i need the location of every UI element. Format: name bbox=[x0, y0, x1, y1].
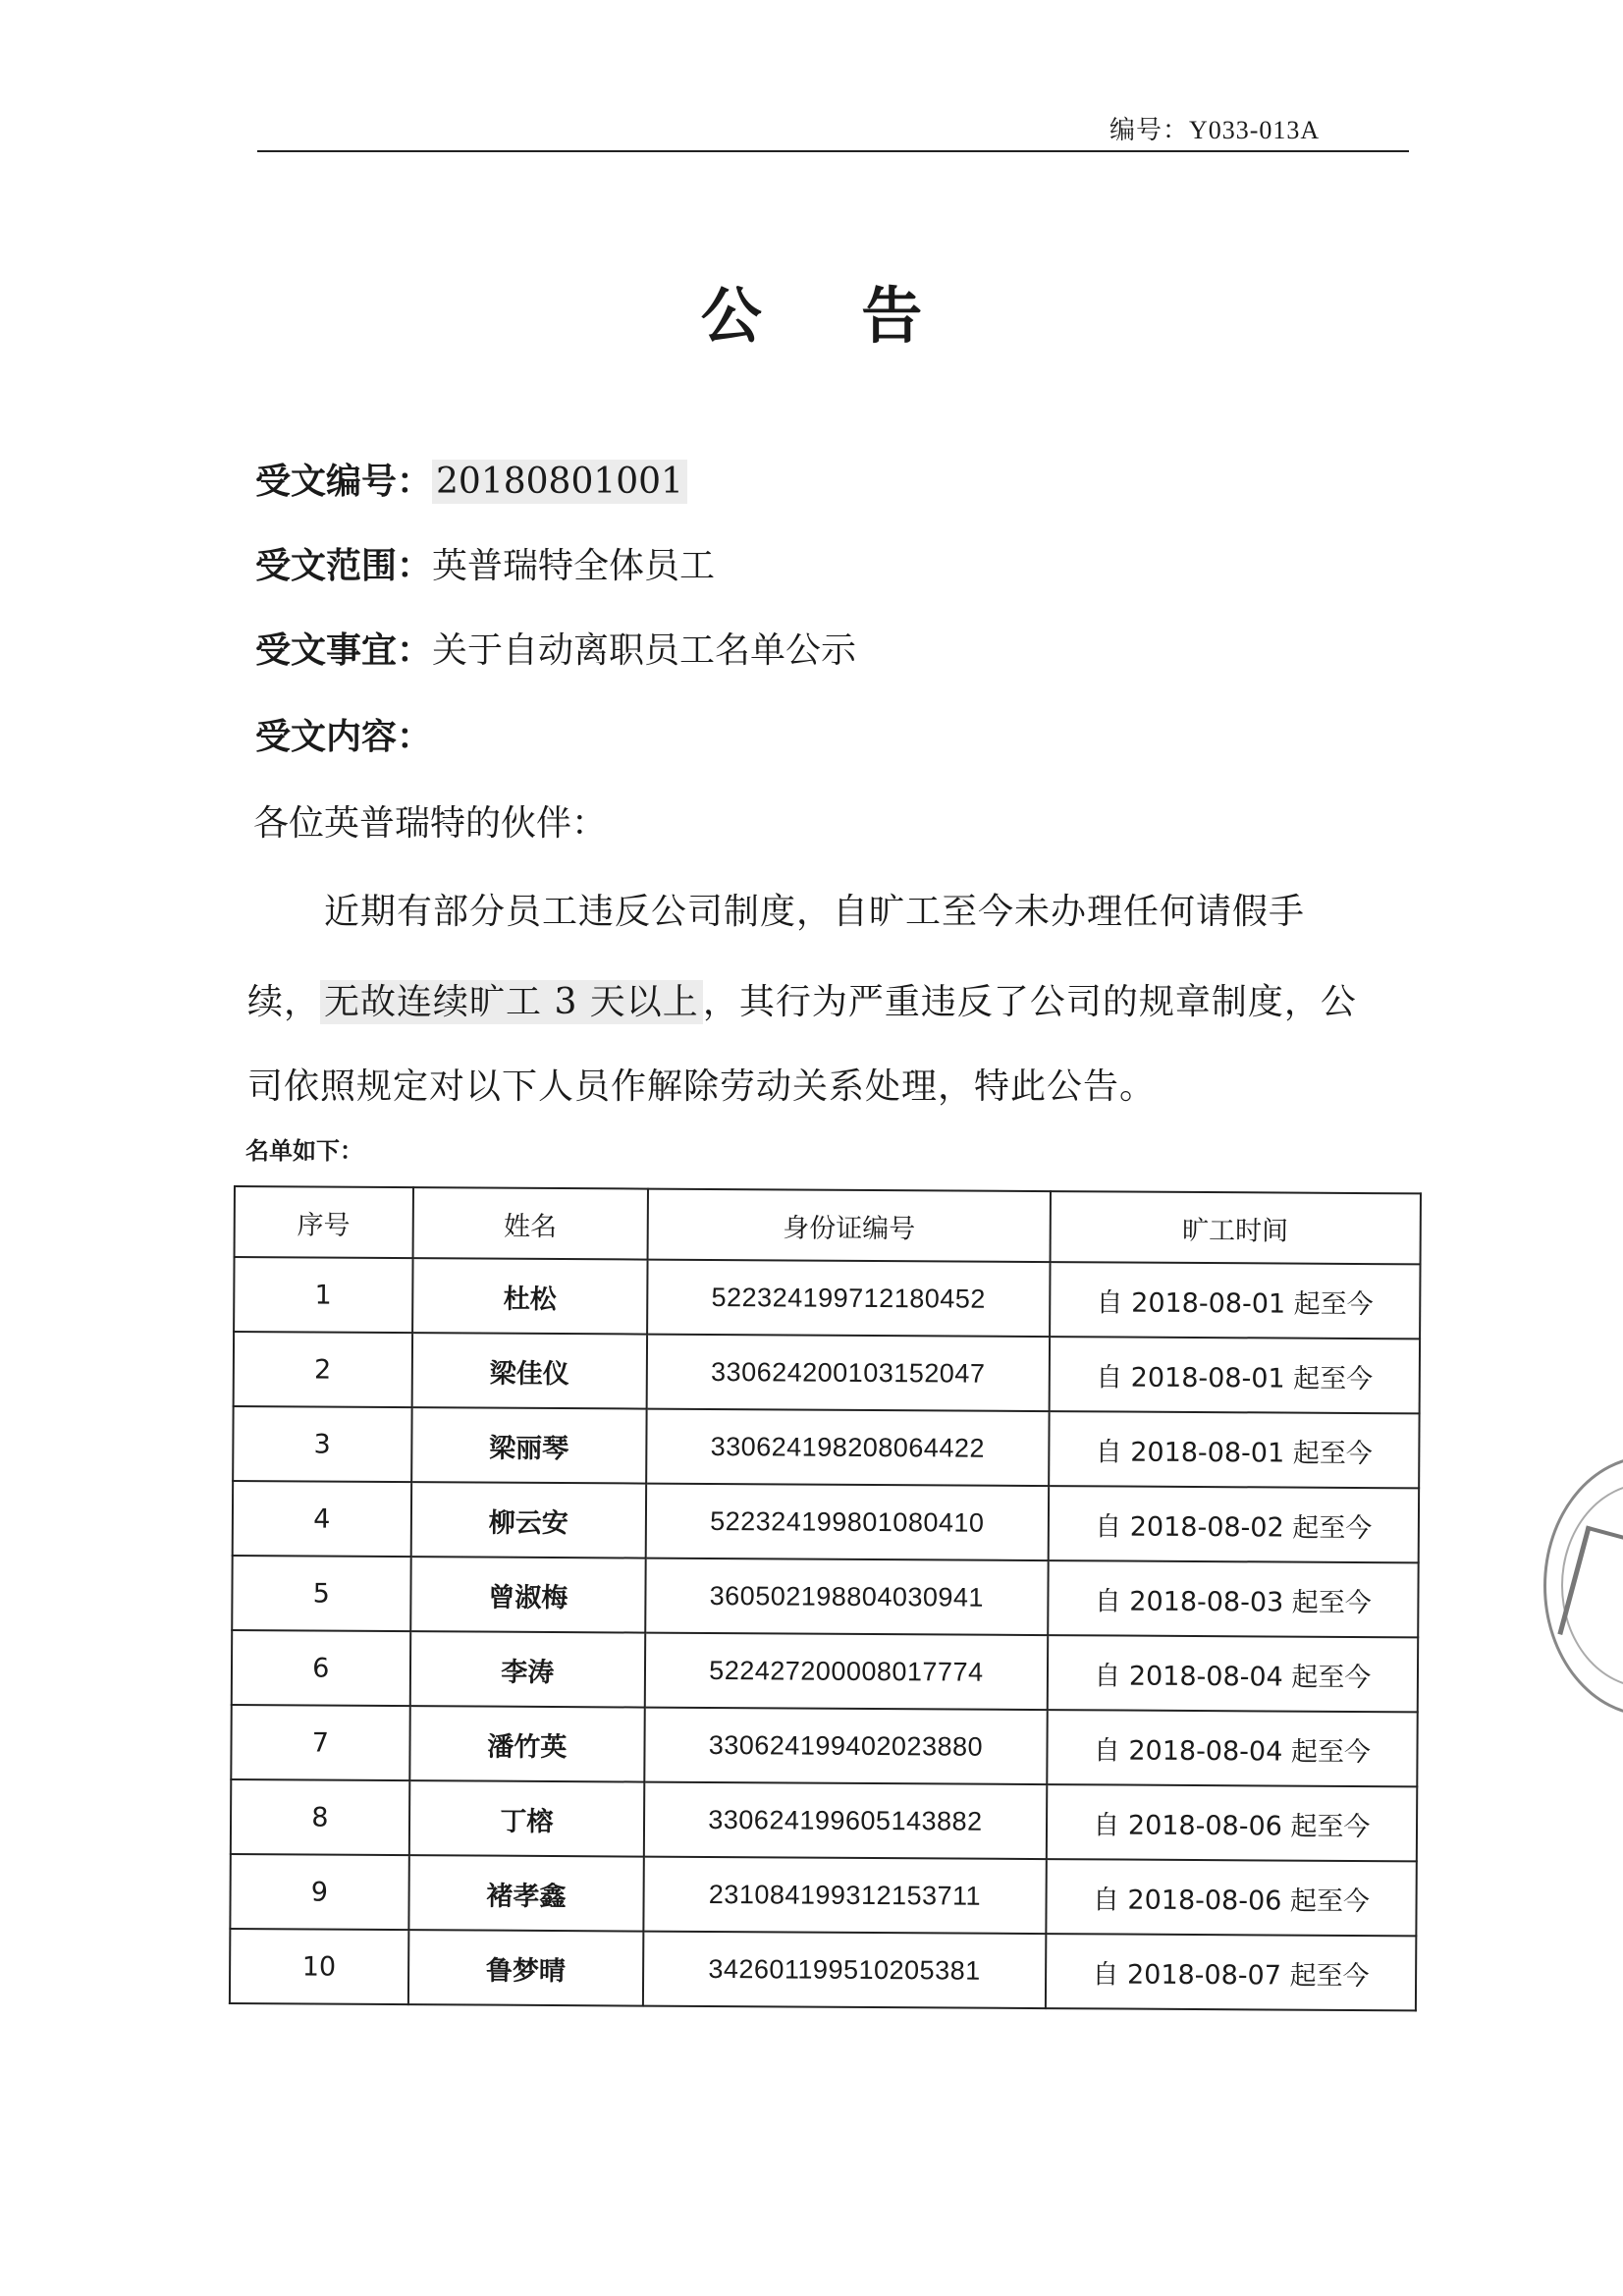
header-divider bbox=[257, 150, 1409, 152]
cell-period: 自 2018-08-06 起至今 bbox=[1047, 1784, 1418, 1861]
cell-number: 7 bbox=[231, 1705, 409, 1780]
cell-period: 自 2018-08-04 起至今 bbox=[1047, 1635, 1418, 1712]
list-label: 名单如下： bbox=[245, 1136, 363, 1165]
cell-number: 4 bbox=[233, 1481, 411, 1557]
field-label: 受文范围： bbox=[255, 545, 433, 586]
document-number: 编号：Y033-013A bbox=[1109, 116, 1321, 144]
cell-name: 梁佳仪 bbox=[411, 1333, 647, 1408]
cell-id: 330624199402023880 bbox=[644, 1708, 1047, 1785]
table-header-row bbox=[235, 1186, 1421, 1264]
table-row bbox=[234, 1257, 1420, 1339]
body-line-2 bbox=[247, 974, 1357, 1024]
cell-period: 自 2018-08-03 起至今 bbox=[1048, 1560, 1419, 1637]
cell-id: 522324199801080410 bbox=[646, 1484, 1049, 1561]
cell-id: 330624200103152047 bbox=[647, 1335, 1050, 1412]
employee-table bbox=[229, 1185, 1422, 2011]
cell-id: 342601199510205381 bbox=[643, 1932, 1046, 2009]
cell-name: 潘竹英 bbox=[409, 1706, 645, 1781]
cell-period: 自 2018-08-02 起至今 bbox=[1048, 1486, 1419, 1562]
column-header-name: 姓名 bbox=[412, 1187, 648, 1259]
table-row bbox=[232, 1556, 1418, 1637]
field-value: 20180801001 bbox=[432, 460, 687, 504]
cell-id: 330624198208064422 bbox=[646, 1409, 1049, 1487]
cell-id: 231084199312153711 bbox=[643, 1857, 1046, 1935]
body-text: 续， bbox=[247, 982, 321, 1022]
field-label: 受文事宜： bbox=[255, 629, 433, 671]
cell-period: 自 2018-08-01 起至今 bbox=[1049, 1337, 1420, 1413]
cell-period: 自 2018-08-07 起至今 bbox=[1046, 1934, 1417, 2010]
greeting: 各位英普瑞特的伙伴： bbox=[253, 803, 608, 844]
cell-number: 3 bbox=[233, 1406, 411, 1482]
highlighted-text: 无故连续旷工 3 天以上 bbox=[320, 980, 703, 1024]
cell-name: 梁丽琴 bbox=[411, 1407, 647, 1483]
column-header-id: 身份证编号 bbox=[648, 1189, 1051, 1263]
body-line-1: 近期有部分员工违反公司制度，自旷工至今未办理任何请假手 bbox=[324, 892, 1306, 932]
table-row bbox=[231, 1705, 1417, 1786]
cell-name: 鲁梦晴 bbox=[408, 1930, 644, 2005]
cell-period: 自 2018-08-06 起至今 bbox=[1046, 1859, 1417, 1936]
cell-name: 丁榕 bbox=[408, 1780, 644, 1856]
cell-number: 2 bbox=[234, 1332, 412, 1407]
table-row bbox=[230, 1854, 1416, 1936]
field-content bbox=[255, 709, 432, 759]
cell-id: 360502198804030941 bbox=[645, 1558, 1048, 1636]
field-label: 受文内容： bbox=[255, 716, 433, 757]
table-body bbox=[230, 1257, 1421, 2010]
cell-period: 自 2018-08-04 起至今 bbox=[1047, 1710, 1418, 1786]
cell-id: 522427200008017774 bbox=[645, 1633, 1048, 1711]
cell-id: 522324199712180452 bbox=[647, 1260, 1050, 1338]
cell-id: 330624199605143882 bbox=[644, 1782, 1047, 1860]
cell-name: 褚孝鑫 bbox=[408, 1855, 644, 1931]
cell-period: 自 2018-08-01 起至今 bbox=[1050, 1262, 1421, 1339]
field-matter bbox=[255, 623, 856, 673]
field-document-number bbox=[255, 454, 687, 504]
cell-name: 曾淑梅 bbox=[410, 1557, 646, 1632]
field-value: 关于自动离职员工名单公示 bbox=[432, 630, 857, 671]
cell-period: 自 2018-08-01 起至今 bbox=[1049, 1411, 1420, 1488]
page-title: 公 告 bbox=[700, 280, 962, 352]
body-text: ，其行为严重违反了公司的规章制度，公 bbox=[702, 982, 1357, 1022]
field-label: 受文编号： bbox=[255, 461, 433, 502]
field-scope bbox=[255, 538, 715, 588]
table-row bbox=[234, 1332, 1420, 1413]
cell-number: 8 bbox=[231, 1779, 409, 1855]
column-header-period: 旷工时间 bbox=[1050, 1191, 1421, 1264]
cell-number: 1 bbox=[234, 1257, 412, 1333]
cell-number: 5 bbox=[232, 1556, 410, 1631]
column-header-number: 序号 bbox=[235, 1186, 413, 1258]
cell-name: 杜松 bbox=[412, 1258, 648, 1334]
body-line-3: 司依照规定对以下人员作解除劳动关系处理，特此公告。 bbox=[247, 1066, 1157, 1107]
cell-number: 6 bbox=[232, 1630, 410, 1706]
table-row bbox=[233, 1481, 1419, 1562]
table-row bbox=[231, 1779, 1417, 1861]
cell-name: 李涛 bbox=[409, 1631, 645, 1707]
table-row bbox=[230, 1929, 1416, 2010]
cell-number: 10 bbox=[230, 1929, 408, 2004]
table-row bbox=[232, 1630, 1418, 1712]
field-value: 英普瑞特全体员工 bbox=[432, 546, 716, 586]
cell-name: 柳云安 bbox=[410, 1482, 646, 1558]
cell-number: 9 bbox=[230, 1854, 408, 1930]
table-row bbox=[233, 1406, 1419, 1488]
